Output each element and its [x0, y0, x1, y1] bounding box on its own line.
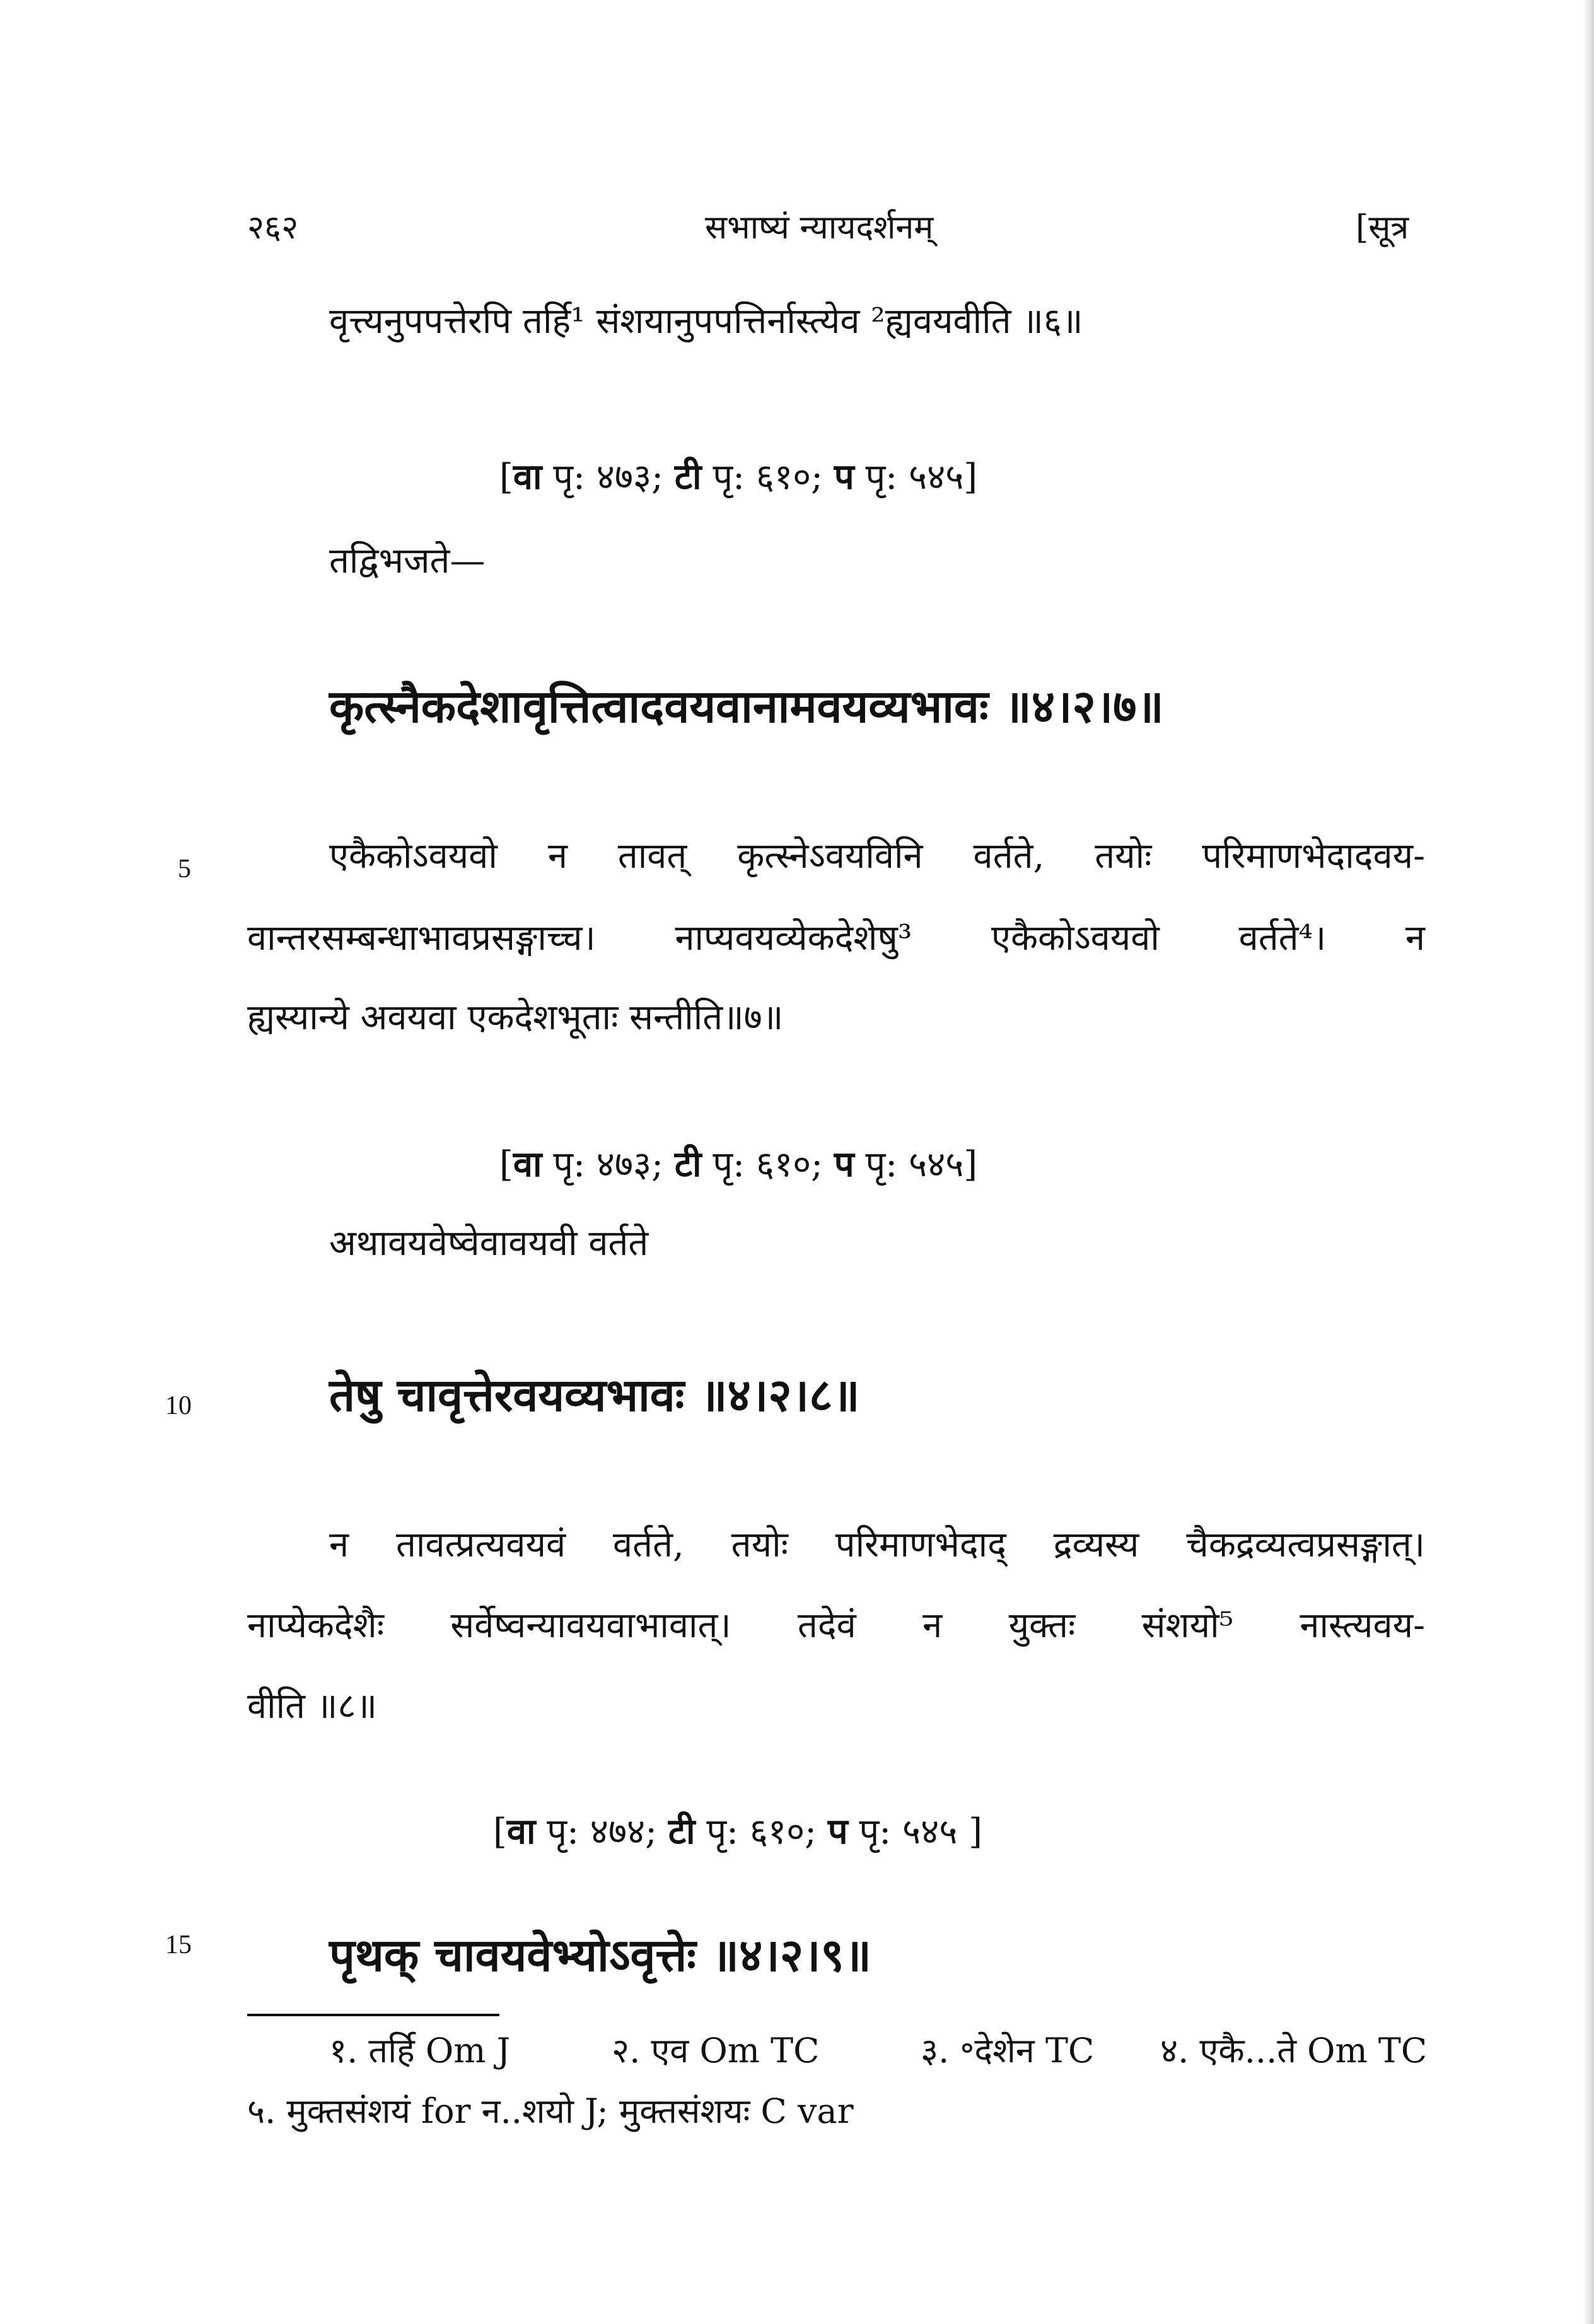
commentary-line: नाप्येकदेशैः सर्वेष्वन्यावयवाभावात्। तदेवं न युक्तः संशयो⁵ नास्त्यवय-: [247, 1605, 1425, 1646]
ref-bracket: [: [499, 457, 513, 498]
footnote: ४. एकै...ते Om TC: [1160, 2031, 1428, 2070]
ref-va: वा: [506, 1811, 536, 1852]
intro-line: तद्विभजते—: [329, 540, 486, 581]
commentary-line: एकैकोऽवयवो न तावत् कृत्स्नेऽवयविनि वर्तते, तयोः परिमाणभेदादवय-: [329, 836, 1425, 877]
running-title: सभाष्यं न्यायदर्शनम्: [705, 209, 934, 247]
line-number: 10: [165, 1391, 192, 1420]
section-marker: [सूत्र: [1356, 209, 1409, 247]
ref-va-page: पृ: ४७३;: [542, 1144, 675, 1185]
ref-ti: टी: [668, 1811, 695, 1852]
commentary-line: वान्तरसम्बन्धाभावप्रसङ्गाच्च। नाप्यवयव्येकदेशेषु³ एकैकोऽवयवो वर्तते⁴। न: [247, 918, 1425, 959]
footnote: ५. मुक्तसंशयं for न..शयो J; मुक्तसंशयः C var: [247, 2091, 854, 2131]
reference-line-3: [493, 1813, 982, 1852]
ref-bracket: [: [493, 1811, 507, 1852]
commentary-line: ह्यस्यान्ये अवयवा एकदेशभूताः सन्तीति॥७॥: [247, 997, 784, 1038]
commentary-line: वृत्त्यनुपपत्तेरपि तर्हि¹ संशयानुपपत्तिर्नास्त्येव ²ह्यवयवीति ॥६॥: [329, 301, 1083, 342]
line-number: 15: [165, 1930, 192, 1959]
ref-pa: प: [834, 1143, 854, 1185]
ref-va: वा: [513, 1143, 542, 1185]
sutra-heading: पृथक् चावयवेभ्योऽवृत्तेः ॥४।२।९॥: [329, 1928, 871, 1982]
ref-ti-page: पृ: ६१०;: [701, 1144, 834, 1185]
ref-pa-page: पृ: ५४५]: [854, 1144, 978, 1185]
sutra-heading: तेषु चावृत्तेरवयव्यभावः ॥४।२।८॥: [329, 1368, 860, 1422]
ref-va-page: पृ: ४७३;: [542, 457, 675, 498]
ref-pa: प: [834, 456, 854, 498]
intro-line: अथावयवेष्वेवावयवी वर्तते: [329, 1223, 649, 1264]
commentary-line: न तावत्प्रत्यवयवं वर्तते, तयोः परिमाणभेदाद् द्रव्यस्य चैकद्रव्यत्वप्रसङ्गात्।: [329, 1524, 1425, 1565]
sutra-heading: कृत्स्नैकदेशावृत्तित्वादवयवानामवयव्यभावः ॥४।२।७॥: [329, 679, 1164, 733]
ref-ti-page: पृ: ६१०;: [695, 1811, 828, 1852]
ref-pa-page: पृ: ५४५]: [854, 457, 978, 498]
ref-va: वा: [513, 456, 542, 498]
ref-va-page: पृ: ४७४;: [535, 1811, 668, 1852]
page-number: २६२: [247, 209, 299, 247]
footnote: १. तर्हि Om J: [329, 2031, 511, 2070]
footnote: २. एव Om TC: [612, 2031, 820, 2070]
ref-ti: टी: [674, 456, 702, 498]
ref-pa-page: पृ: ५४५ ]: [847, 1811, 982, 1852]
ref-ti-page: पृ: ६१०;: [701, 457, 834, 498]
reference-line-1: [499, 458, 977, 497]
commentary-line: वीति ॥८॥: [247, 1686, 378, 1727]
reference-line-2: [499, 1145, 977, 1184]
footnote: ३. ॰देशेन TC: [921, 2031, 1095, 2070]
ref-pa: प: [827, 1811, 848, 1852]
line-number: 5: [178, 855, 191, 884]
ref-bracket: [: [499, 1144, 513, 1185]
scan-edge: [1583, 0, 1594, 2324]
ref-ti: टी: [674, 1143, 702, 1185]
footnote-rule: [247, 2014, 499, 2016]
